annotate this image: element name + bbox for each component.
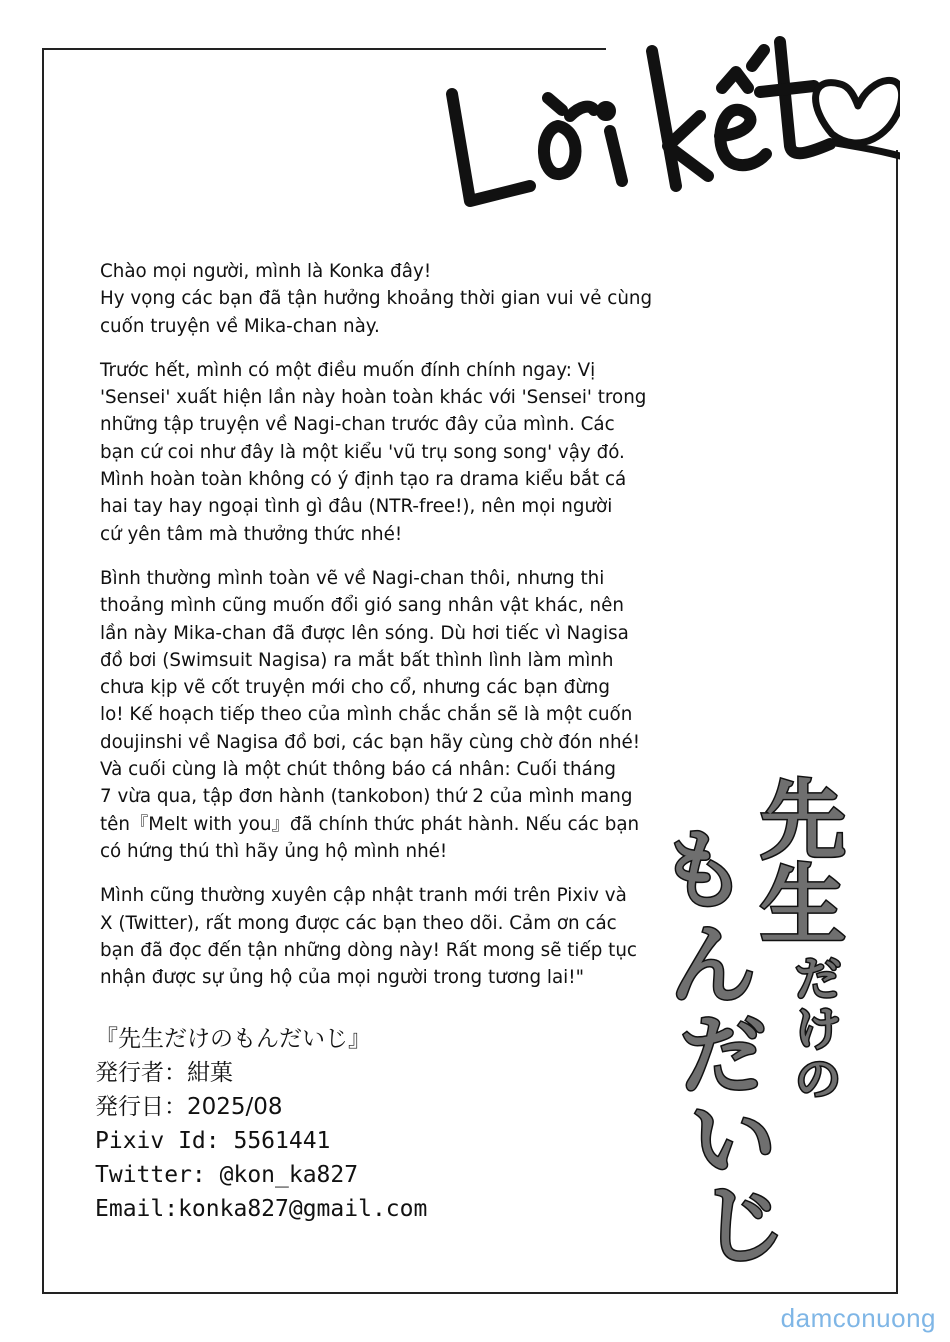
colophon-email: Email:konka827@gmail.com [95,1196,428,1222]
colophon-date: 発行日：2025/08 [95,1094,283,1120]
colophon-publisher: 発行者：紺菓 [95,1060,233,1086]
colophon-book-title: 『先生だけのもんだいじ』 [95,1026,371,1052]
colophon-pixiv: Pixiv Id: 5561441 [95,1128,331,1154]
side-logo-ke: け [795,1002,841,1056]
side-logo-ji: じ [700,1176,786,1270]
side-logo-mo: も [660,821,746,921]
side-logo-da: だ [795,952,841,1006]
paragraph-greeting: Chào mọi người, mình là Konka đây! Hy vọng các bạn đã tận hưởng khoảng thời gian vui vẻ cùng cuốn truyện về Mika-chan này. [100,261,653,337]
side-logo-n: ん [670,916,756,1016]
side-logo-sensei-1: 先 [760,771,846,871]
side-logo-no: の [795,1052,841,1106]
side-logo-da2: だ [680,1006,766,1106]
side-logo [660,770,880,1270]
paragraph-sensei-note: Trước hết, mình có một điều muốn đính chính ngay: Vị 'Sensei' xuất hiện lần này hoàn toàn khác với 'Sensei' trong những tập truyện về Nagi-chan trước đây của mình. Các bạn cứ coi như đây là một kiểu 'vũ trụ song song' vậy đó. Mình hoàn toàn không có ý định tạo ra drama kiểu bắt cá hai tay hay ngoại tình gì đâu (NTR-free!), nên mọi người cứ yên tâm mà thưởng thức nhé! [100,359,647,545]
side-logo-i: い [690,1091,776,1191]
paragraph-announcement: Bình thường mình toàn vẽ về Nagi-chan thôi, nhưng thi thoảng mình cũng muốn đổi gió sang nhân vật khác, nên lần này Mika-chan đã được lên sóng. Dù hơi tiếc vì Nagisa đồ bơi (Swimsuit Nagisa) ra mắt bất thình lình làm mình chưa kịp vẽ cốt truyện mới cho cổ, nhưng các bạn đừng lo! Kế hoạch tiếp theo của mình chắc chắn sẽ là một cuốn doujinshi về Nagisa đồ bơi, các bạn hãy cùng chờ đón nhé! Và cuối cùng là một chút thông báo cá nhân: Cuối tháng 7 vừa qua, tập đơn hành (tankobon) thứ 2 của mình mang tên『Melt with you』đã chính thức phát hành. Nếu các bạn có hứng thú thì hãy ủng hộ mình nhé! [100,567,641,862]
afterword-body [100,258,655,1008]
side-logo-sensei-2: 生 [760,856,846,956]
watermark: damconuong [780,1303,936,1333]
colophon [95,1022,655,1226]
colophon-twitter: Twitter: @kon_ka827 [95,1162,359,1188]
paragraph-thanks: Mình cũng thường xuyên cập nhật tranh mới trên Pixiv và X (Twitter), rất mong được các bạn theo dõi. Cảm ơn các bạn đã đọc đến tận những dòng này! Rất mong sẽ tiếp tục nhận được sự ủng hộ của mọi người trong tương lai!" [100,885,637,989]
title-handwritten [430,6,900,221]
